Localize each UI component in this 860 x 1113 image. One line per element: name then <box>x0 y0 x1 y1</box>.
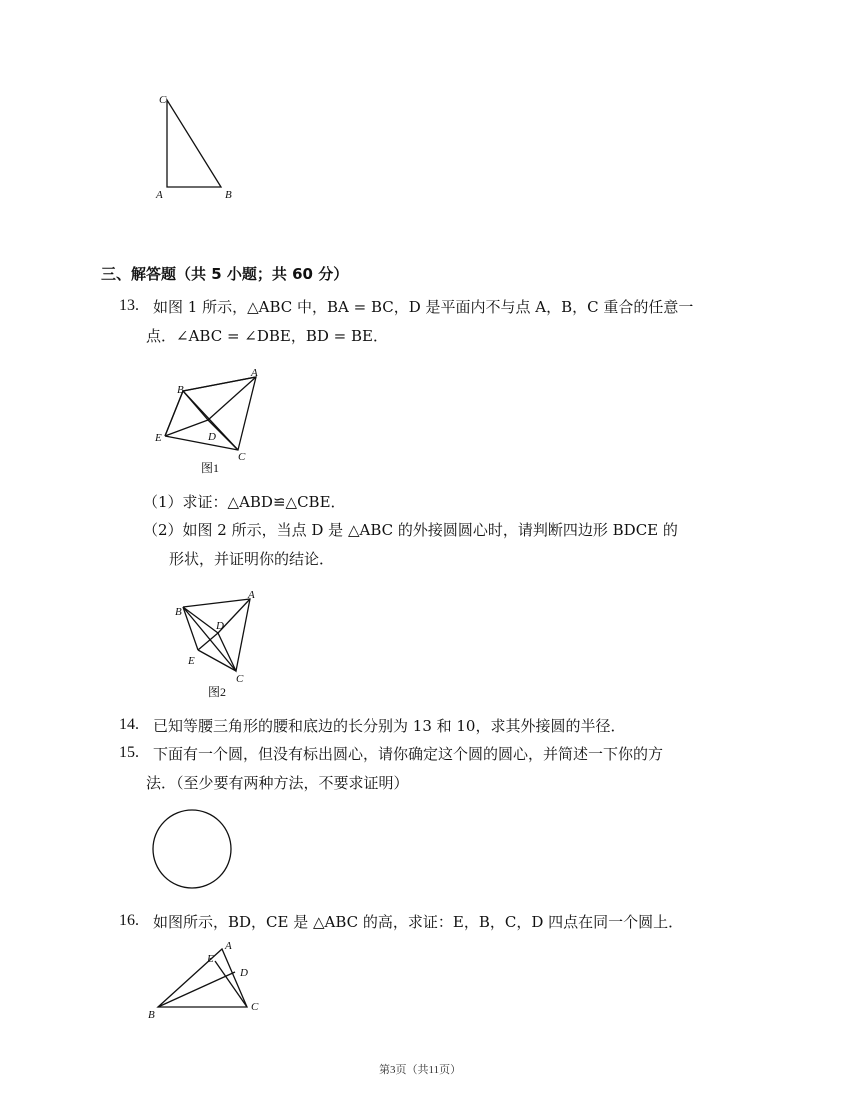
figure-2 <box>168 587 278 687</box>
fig16-triangle <box>158 949 247 1007</box>
q13-line1: 如图 1 所示，△ABC 中，BA = BC，D 是平面内不与点 A，B，C 重合的任意一 <box>153 298 694 316</box>
fig1-label-d: D <box>208 431 216 443</box>
fig16-label-e: E <box>207 953 214 965</box>
fig2-label-b: B <box>175 606 182 618</box>
q14-text: 已知等腰三角形的腰和底边的长分别为 13 和 10，求其外接圆的半径． <box>153 717 626 735</box>
fig2-label-e: E <box>188 655 195 667</box>
q15-line1: 下面有一个圆，但没有标出圆心，请你确定这个圆的圆心，并简述一下你的方 <box>153 745 664 763</box>
fig1-label-a: A <box>251 367 258 379</box>
figure-right-triangle <box>150 90 250 205</box>
circle <box>153 810 231 888</box>
fig1-caption: 图1 <box>201 461 220 475</box>
figure-q16 <box>145 935 275 1025</box>
q16-text: 如图所示，BD，CE 是 △ABC 的高，求证：E，B，C，D 四点在同一个圆上． <box>153 913 684 931</box>
label-b: B <box>225 189 232 201</box>
fig1-line-ed <box>165 420 208 436</box>
fig1-label-e: E <box>155 432 162 444</box>
q13-part2-line1: （2）如图 2 所示，当点 D 是 △ABC 的外接圆圆心时，请判断四边形 BDCE 的 <box>143 521 678 539</box>
fig16-line-be <box>158 972 235 1007</box>
fig16-label-c: C <box>251 1001 259 1013</box>
triangle-abc <box>167 100 221 187</box>
figure-circle <box>150 808 236 894</box>
q13-number: 13. <box>119 297 139 314</box>
fig2-label-c: C <box>236 673 244 685</box>
fig1-label-c: C <box>238 451 246 463</box>
section-heading: 三、解答题（共 5 小题；共 60 分） <box>101 265 349 283</box>
fig1-line-ad <box>208 377 256 420</box>
q13-line2: 点．∠ABC = ∠DBE，BD = BE． <box>146 327 388 345</box>
q13-part1: （1）求证：△ABD≌△CBE． <box>143 493 346 511</box>
q14-number: 14. <box>119 716 139 733</box>
fig2-label-d: D <box>216 620 224 632</box>
q15-line2: 法．（至少要有两种方法，不要求证明） <box>146 774 409 792</box>
fig16-label-d: D <box>240 967 248 979</box>
q15-number: 15. <box>119 744 139 761</box>
fig16-label-a: A <box>225 940 232 952</box>
label-a: A <box>156 189 163 201</box>
fig1-line-be <box>165 391 183 436</box>
q13-part2-line2: 形状，并证明你的结论． <box>169 550 335 568</box>
fig2-label-a: A <box>248 589 255 601</box>
fig2-line-ec <box>198 650 236 671</box>
fig2-line-be <box>183 607 198 650</box>
fig2-caption: 图2 <box>208 685 227 699</box>
fig1-label-b: B <box>177 384 184 396</box>
fig16-label-b: B <box>148 1009 155 1021</box>
fig1-line-ba <box>183 377 256 391</box>
label-c: C <box>159 94 167 106</box>
page-footer: 第3页（共11页） <box>379 1064 462 1076</box>
fig2-line-ed <box>198 633 218 650</box>
q16-number: 16. <box>119 912 139 929</box>
